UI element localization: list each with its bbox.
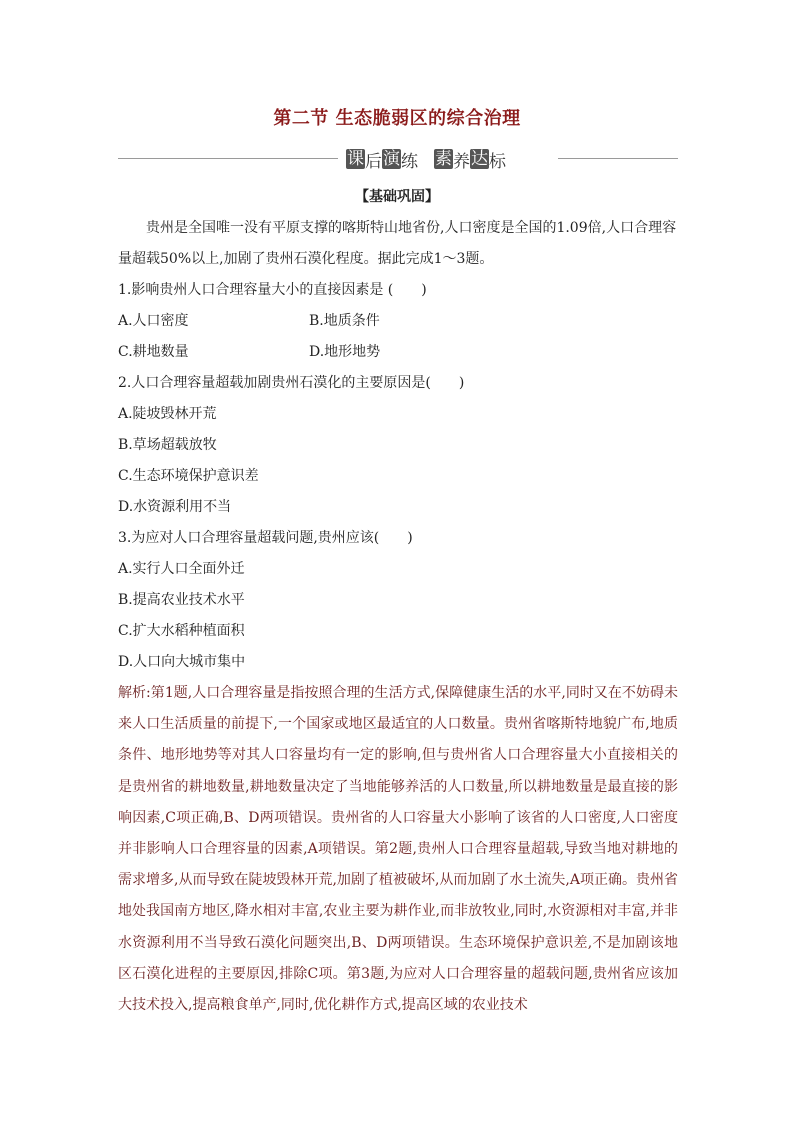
page-title: 第二节 生态脆弱区的综合治理 [273,108,521,129]
option: A.陡坡毁林开荒 [118,406,217,422]
banner-char: 练 [401,151,418,172]
option: C.生态环境保护意识差 [118,468,259,484]
banner-char: 素 [435,149,452,169]
banner-char: 养 [453,151,470,172]
document-body [118,213,678,1021]
intro-paragraph: 贵州是全国唯一没有平原支撑的喀斯特山地省份,人口密度是全国的1.09倍,人口合理容量超载50%以上,加剧了贵州石漠化程度。据此完成1～3题。 [118,220,677,267]
question-stem-2: 2.人口合理容量超载加剧贵州石漠化的主要原因是( ) [118,375,465,391]
option: B.草场超载放牧 [118,437,217,453]
option: B.提高农业技术水平 [118,592,245,608]
banner-rule-right [558,158,678,159]
banner-rule-left [118,158,338,159]
option: A.人口密度 [118,313,189,329]
banner-text [346,146,506,172]
option: D.地形地势 [309,344,381,360]
banner-char: 后 [365,151,382,172]
question-1-options-row-2 [118,337,678,368]
banner-char: 演 [383,149,400,169]
question-1-options-row-1 [118,306,678,337]
option: A.实行人口全面外迁 [118,561,245,577]
option: B.地质条件 [309,313,380,329]
option: D.水资源利用不当 [118,499,232,515]
banner-char: 课 [347,149,364,169]
option: D.人口向大城市集中 [118,654,246,670]
option: C.耕地数量 [118,344,189,360]
question-stem-1: 1.影响贵州人口合理容量大小的直接因素是 ( ) [118,282,427,298]
option: C.扩大水稻种植面积 [118,623,245,639]
section-banner [118,146,678,172]
question-stem-3: 3.为应对人口合理容量超载问题,贵州应该( ) [118,530,413,546]
section-heading: 【基础巩固】 [355,189,439,205]
banner-char: 达 [471,149,488,169]
analysis-paragraph: 解析:第1题,人口合理容量是指按照合理的生活方式,保障健康生活的水平,同时又在不妨碍未来人口生活质量的前提下,一个国家或地区最适宜的人口数量。贵州省喀斯特地貌广布,地质条件、地形地势等对其人口容量均有一定的影响,但与贵州省人口合理容量大小直接相关的是贵州省的耕地数量,耕地数量决定了当地能够养活的人口数量,所以耕地数量是最直接的影响因素,C项正确,B、D两项错误。贵州省的人口容量大小影响了该省的人口密度,人口密度并非影响人口合理容量的因素,A项错误。第2题,贵州人口合理容量超载,导致当地对耕地的需求增多,从而导致在陡坡毁林开荒,加剧了植被破坏,从而加剧了水土流失,A项正确。贵州省地处我国南方地区,降水相对丰富,农业主要为耕作业,而非放牧业,同时,水资源相对丰富,并非水资源利用不当导致石漠化问题突出,B、D两项错误。生态环境保护意识差,不是加剧该地区石漠化进程的主要原因,排除C项。第3题,为应对人口合理容量的超载问题,贵州省应该加大技术投入,提高粮食单产,同时,优化耕作方式,提高区域的农业技术 [118,685,678,1014]
banner-char: 标 [489,151,506,172]
